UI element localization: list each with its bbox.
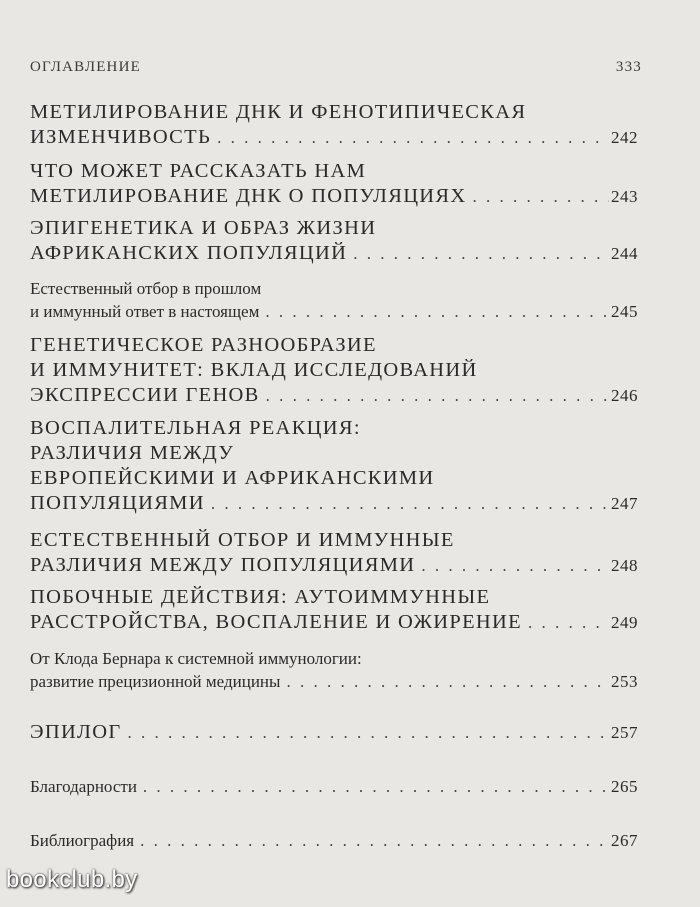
leader-dots: [143, 775, 609, 798]
leader-dots: [353, 241, 609, 266]
toc-entry-title-line: ПОПУЛЯЦИЯМИ: [30, 492, 205, 514]
toc-entry-title-line: Естественный отбор в прошлом: [30, 279, 262, 298]
leader-dots: [140, 829, 609, 852]
toc-page-number: 244: [611, 244, 638, 263]
toc-entry: [30, 528, 638, 578]
toc-entry: [30, 775, 638, 798]
toc-entry-title-line: РАЗЛИЧИЯ МЕЖДУ: [30, 442, 235, 464]
toc-entry-title-line: и иммунный ответ в настоящем: [30, 302, 260, 321]
leader-dots: [211, 491, 609, 516]
toc-page-number: 253: [611, 672, 638, 691]
toc-entry-title-line: РАССТРОЙСТВА, ВОСПАЛЕНИЕ И ОЖИРЕНИЕ: [30, 611, 522, 633]
toc-entry-title-line: развитие прецизионной медицины: [30, 672, 281, 691]
toc-entry: [30, 585, 638, 635]
toc-entry: [30, 159, 638, 209]
toc-entry-title-line: ГЕНЕТИЧЕСКОЕ РАЗНООБРАЗИЕ: [30, 334, 377, 356]
leader-dots: [286, 670, 609, 693]
toc-entry-title-line: ЧТО МОЖЕТ РАССКАЗАТЬ НАМ: [30, 160, 367, 182]
toc-entry-title-line: ПОБОЧНЫЕ ДЕЙСТВИЯ: АУТОИММУННЫЕ: [30, 586, 491, 608]
toc-page-number: 243: [611, 187, 638, 206]
toc-page-number: 246: [611, 386, 638, 405]
toc-page-number: 247: [611, 494, 638, 513]
page-header: [30, 59, 642, 76]
leader-dots: [265, 300, 609, 323]
toc-page-number: 249: [611, 613, 638, 632]
toc-entry-title-line: От Клода Бернара к системной иммунологии:: [30, 649, 362, 668]
toc-page-number: 267: [611, 831, 638, 850]
toc-page-number: 265: [611, 777, 638, 796]
toc-page-number: 245: [611, 302, 638, 321]
toc-entry: [30, 100, 638, 150]
toc-entry-title-line: АФРИКАНСКИХ ПОПУЛЯЦИЙ: [30, 242, 348, 264]
toc-entry-title-line: РАЗЛИЧИЯ МЕЖДУ ПОПУЛЯЦИЯМИ: [30, 554, 416, 576]
toc-entry: [30, 416, 638, 516]
toc-entry: [30, 647, 638, 693]
toc-entry-title-line: Благодарности: [30, 777, 137, 796]
leader-dots: [266, 383, 609, 408]
leader-dots: [472, 184, 609, 209]
leader-dots: [217, 125, 609, 150]
toc-entry-title-line: ЕВРОПЕЙСКИМИ И АФРИКАНСКИМИ: [30, 467, 435, 489]
toc-entry-title-line: МЕТИЛИРОВАНИЕ ДНК И ФЕНОТИПИЧЕСКАЯ: [30, 101, 527, 123]
toc-entry-title-line: ИЗМЕНЧИВОСТЬ: [30, 126, 212, 148]
toc-entry-title-line: ВОСПАЛИТЕЛЬНАЯ РЕАКЦИЯ:: [30, 417, 361, 439]
toc-entry: [30, 720, 638, 745]
toc-entry-title-line: ЕСТЕСТВЕННЫЙ ОТБОР И ИММУННЫЕ: [30, 529, 455, 551]
toc-entry-title-line: И ИММУНИТЕТ: ВКЛАД ИССЛЕДОВАНИЙ: [30, 359, 478, 381]
page-number: 333: [615, 59, 642, 75]
leader-dots: [528, 610, 609, 635]
toc-page-number: 242: [611, 128, 638, 147]
toc-page-number: 257: [611, 723, 638, 742]
leader-dots: [421, 553, 609, 578]
toc-entry: [30, 829, 638, 852]
toc-entry: [30, 277, 638, 323]
toc-page-number: 248: [611, 556, 638, 575]
toc-entry: [30, 333, 638, 408]
watermark-logo: bookclub.by: [6, 866, 138, 893]
running-title: ОГЛАВЛЕНИЕ: [30, 59, 141, 75]
leader-dots: [128, 720, 609, 745]
toc-entry-title-line: ЭКСПРЕССИИ ГЕНОВ: [30, 384, 260, 406]
toc-entry-title-line: ЭПИЛОГ: [30, 721, 122, 743]
toc-entry: [30, 216, 638, 266]
toc-entry-title-line: Библиография: [30, 831, 135, 850]
toc-entry-title-line: ЭПИГЕНЕТИКА И ОБРАЗ ЖИЗНИ: [30, 217, 377, 239]
toc-entry-title-line: МЕТИЛИРОВАНИЕ ДНК О ПОПУЛЯЦИЯХ: [30, 185, 467, 207]
